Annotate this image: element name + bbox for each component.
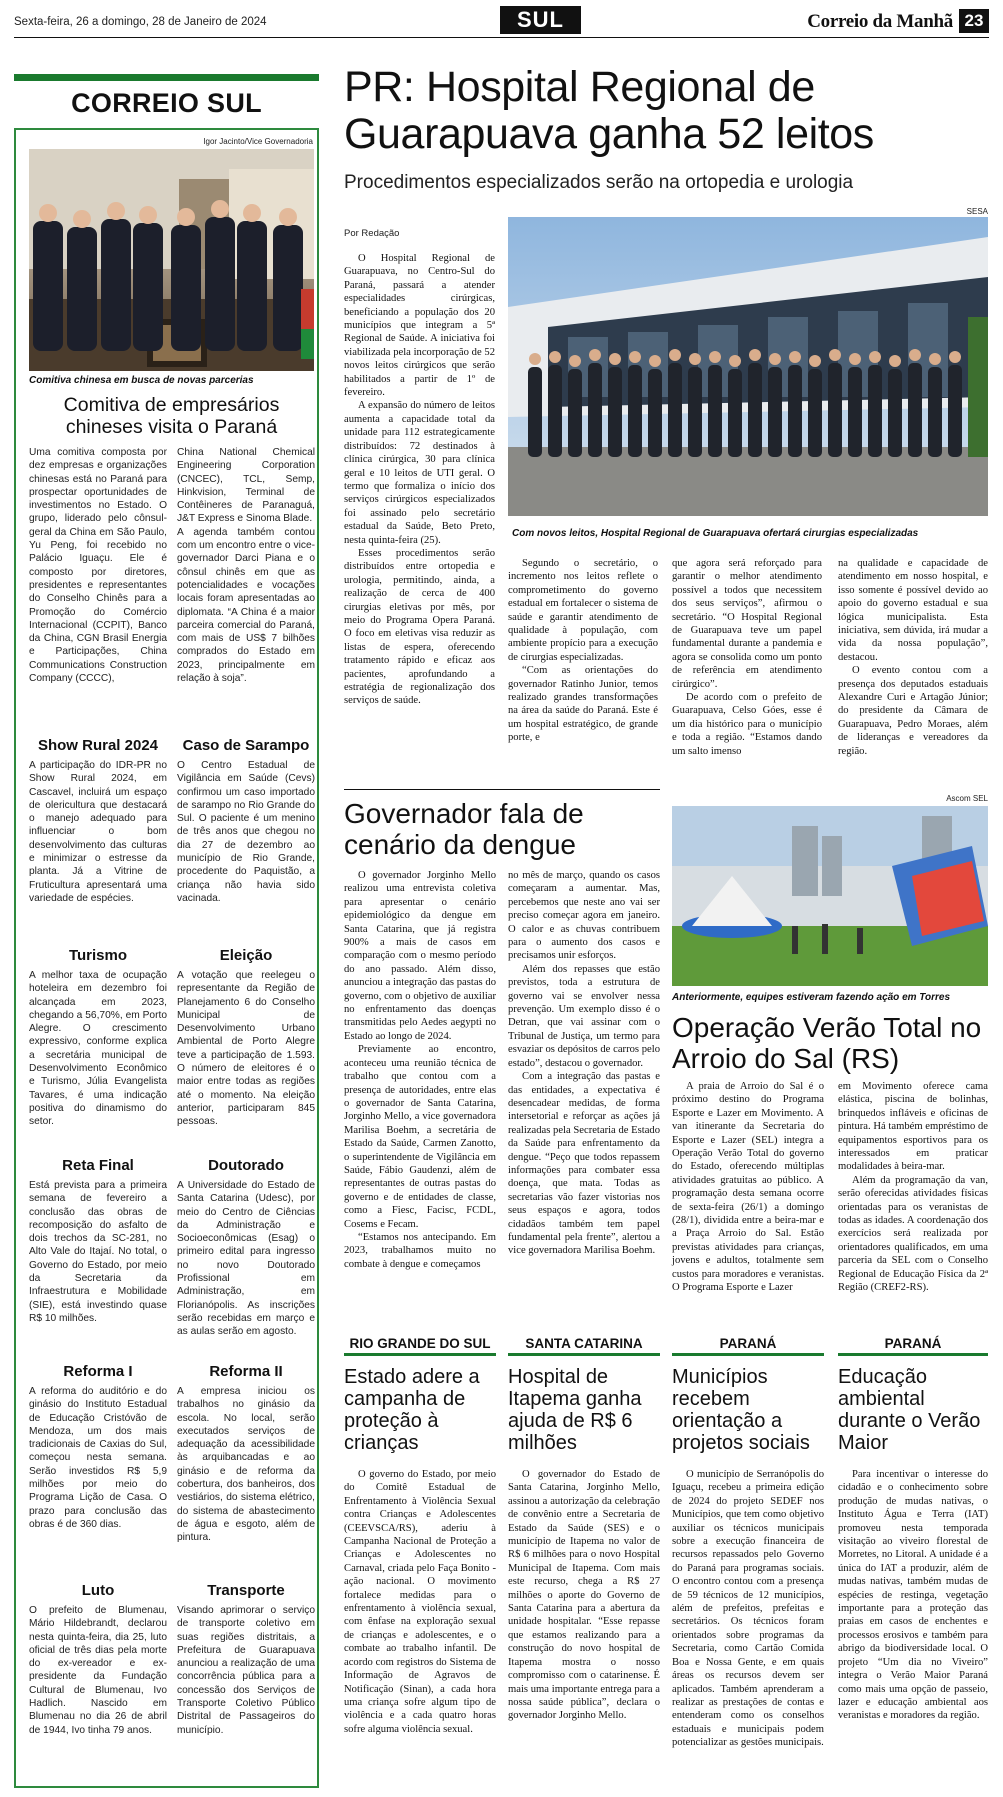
verao-headline: Operação Verão Total no Arroio do Sal (RS) xyxy=(672,1012,982,1074)
paragraph: Com a integração das pastas e das entidades, a expectativa é desencadear medidas, de forma intersetorial e reforçar as ações já realizadas pela Secretaria de Estado da Saúde para enfrentamento da dengue. “Peço que todos repassem informações para combater essa doença, que mata. Todas as secretarias vão fazer vistorias nos seus espaços e agora, todos cidadãos também tem papel fundamental pela frente”, alertou a vice governadora Marilisa Boehm. xyxy=(508,1071,660,1257)
brief-text: O prefeito de Blumenau, Mário Hildebrandt, declarou nesta quinta-feira, dia 25, luto oficial de três dias pela morte do ex-vereador e ex-presidente da Fundação Cultural de Blumenau, Ivo Hadlich. Nascido em Blumenau no dia 26 de abril de 1944, Ivo tinha 79 anos. xyxy=(29,1605,167,1736)
main-headline: PR: Hospital Regional de Guarapuava ganha 52 leitos xyxy=(344,63,874,158)
brief-title: Reforma II xyxy=(209,1363,283,1380)
paragraph: na qualidade e capacidade de atendimento em nosso hospital, e isso somente é possível devido ao apoio do governo estadual e sua lógica municipalista. Esta iniciativa, sem dúvida, irá mudar a vida da nossa população”, destacou. xyxy=(838,558,988,663)
region-label: SANTA CATARINA xyxy=(508,1336,660,1356)
sidebar-title: CORREIO SUL xyxy=(71,88,262,118)
hospital-photo-art xyxy=(508,217,988,516)
dengue-col2 xyxy=(508,869,660,1258)
brief-title: Caso de Sarampo xyxy=(182,737,310,754)
section-tab xyxy=(500,6,581,34)
paragraph: “Com as orientações do governador Ratinho Junior, temos realizado grandes transformações na área da saúde do Paraná. Este é um hospital estratégico, de grande porte, e xyxy=(508,665,658,744)
brief-title: Luto xyxy=(81,1582,115,1599)
section-title: SUL xyxy=(517,7,564,32)
paragraph: O governador Jorginho Mello realizou uma entrevista coletiva para apresentar o cenário epidemiológico da dengue em Santa Catarina, que já registra 900% a mais de casos em comparação com o mesmo período do ano passado. Além disso, anunciou a integração das pastas do governo, com o objetivo de auxiliar no enfrentamento das doenças transmitidas pelo Aedes aegypti no Estado ao longo de 2024. xyxy=(344,870,496,1042)
page-number: 23 xyxy=(964,11,984,30)
brief-headline: Hospital de Itapema ganha ajuda de R$ 6 milhões xyxy=(508,1366,642,1454)
sidebar-header xyxy=(14,74,319,128)
main-subhead: Procedimentos especializados serão na ortopedia e urologia xyxy=(344,172,854,193)
brief-headline: Municípios recebem orientação a projetos sociais xyxy=(672,1366,810,1454)
chinese-delegation-photo xyxy=(29,149,314,371)
paragraph: O município de Serranópolis do Iguaçu, recebeu a primeira edição de 2024 do projeto SEDEF nos Municípios, que tem como objetivo auxiliar os técnicos municipais sobre a execução financeira de recursos repassados pelo Governo do Paraná para programas sociais. O encontro contou com a presença de 59 técnicos de 12 municípios, além de prefeitos, prefeitas e secretários. Os técnicos foram orientados sobre programas da Secretaria, como Cartão Comida Boa e Nossa Gente, e em quais áreas os recursos devem ser aplicados. Também aprenderam a realizar as prestações de contas e entenderam como os conselhos estaduais e municipais podem potencializar as gestões municipais. xyxy=(672,1469,824,1749)
page-number-box xyxy=(959,9,989,33)
brief-body xyxy=(344,1468,496,1736)
delegation-photo-art xyxy=(29,149,314,371)
verao-photo-caption: Anteriormente, equipes estiveram fazendo ação em Torres xyxy=(672,992,951,1003)
paragraph: Previamente ao encontro, aconteceu uma reunião técnica de trabalho que contou com a presença de autoridades, entre elas o governador de Santa Catarina, Jorginho Mello, a vice governadora Marilisa Boehm, a secretária de Estado da Saúde, Carmen Zanotto, o superintendente de Vigilância em Saúde, Fábio Gaudenzi, além de representantes de outras pastas do governo e de entidades de classe, como a Fiesc, Facisc, FCDL, Cosems e Fecam. xyxy=(344,1044,496,1230)
brief-body xyxy=(508,1468,660,1723)
hospital-photo xyxy=(508,217,988,516)
brief-title: Eleição xyxy=(219,947,273,964)
sidebar-photo-credit: Igor Jacinto/Vice Governadoria xyxy=(203,137,313,146)
divider xyxy=(344,789,660,790)
header-date: Sexta-feira, 26 a domingo, 28 de Janeiro de 2024 xyxy=(14,16,267,28)
paragraph: O Hospital Regional de Guarapuava, no Centro-Sul do Paraná, passará a atender especialidades cirúrgicas, beneficiando a população dos 20 municípios que integram a 5ª Regional de Saúde. A iniciativa foi viabilizada pela incorporação de 52 novos leitos cirúrgicos que serão habilitados a partir de 1º de fevereiro. xyxy=(344,253,495,399)
brief-title: Transporte xyxy=(207,1582,285,1599)
paragraph: “Estamos nos antecipando. Em 2023, trabalhamos muito no combate à dengue e começamos xyxy=(344,1231,496,1270)
bottom-brief-pr1 xyxy=(672,1336,824,1750)
verao-photo-credit: Ascom SEL xyxy=(946,794,988,803)
brief-text: A empresa iniciou os trabalhos no ginásio da escola. No local, serão executados serviços de adequação da acessibilidade às arquibancadas e ao ginásio e de reforma da cobertura, dos banheiros, dos vestiários, do sistema elétrico, do sistema de abastecimento de água e esgoto, além de pintura. xyxy=(177,1386,315,1544)
bottom-brief-sc xyxy=(508,1336,660,1723)
brief-text: A votação que reelegeu o representante da Região de Planejamento 6 do Conselho Municipal de Desenvolvimento Urbano Ambiental de Porto Alegre teve a participação de 1.593. O número de eleitores é o maior entre todas as regiões até o momento. Na eleição anterior, participaram 845 pessoas. xyxy=(177,970,315,1128)
main-photo-credit: SESA xyxy=(966,207,988,216)
brief-text: O Centro Estadual de Vigilância em Saúde (Cevs) confirmou um caso importado de sarampo no Rio Grande do Sul. O paciente é um menino de três anos que chegou no dia 27 de dezembro ao município de Rio Grande, procedente do Paquistão, a criança não havia sido vacinada. xyxy=(177,760,315,904)
brief-text: A melhor taxa de ocupação hoteleira em dezembro foi alcançada em 2023, chegando a 56,70%, em Porto Alegre. O crescimento expressivo, conforme explica a secretária municipal de Desenvolvimento Econômico e Turismo, Júlia Evangelista Tavares, é uma indicação positiva do dinamismo do setor. xyxy=(29,970,167,1128)
paragraph: A expansão do número de leitos aumenta a capacidade total da unidade para 112 estrategicamente distribuídos: 72 destinados à clínica cirúrgica, 30 para clínica geral e 10 leitos de UTI geral. O termo que formaliza o início dos serviços cirúrgicos especializados foi assinado pelo secretário estadual da Saúde, Beto Preto, nesta quinta-feira (25). xyxy=(344,400,495,546)
brief-body xyxy=(672,1468,824,1750)
paragraph: O governador do Estado de Santa Catarina, Jorginho Mello, assinou a autorização da celebração de convênio entre a Secretaria de Estado da Saúde (SES) e o município de Itapema no valor de R$ 6 milhões para o novo Hospital Municipal de Itapema. Com mais este recurso, chega a R$ 27 milhões o aporte do Governo de Santa Catarina para a abertura da unidade hospitalar. “Esse repasse que estamos realizando para a construção do novo hospital de Itapema mostra o nosso compromisso com o catarinense. É mais uma importante entrega para a nossa saúde pública”, declara o governador Jorginho Mello. xyxy=(508,1469,660,1722)
paragraph: Além dos repasses que estão previstos, toda a estrutura de governo vai se envolver nessa prevenção. Um exemplo disso é o Detran, que vai assinar com o Tribunal de Justiça, um termo para esvaziar os depósitos de carros pelo estado”, destacou o governador. xyxy=(508,963,660,1069)
brief-body xyxy=(838,1468,988,1723)
brief-text: A participação do IDR-PR no Show Rural 2024, em Cascavel, incluirá um espaço de olericultura que destacará o manejo adequado para influenciar o bom desenvolvimento das culturas e minimizar o estresse da planta. Já a Vitrine de Fruticultura apresentará uma variedade de espécies. xyxy=(29,760,167,904)
brief-text: A reforma do auditório e do ginásio do Instituto Estadual de Educação Cristóvão de Mendoza, um dos mais tradicionais de Caxias do Sul, começou nesta semana. Serão investidos R$ 5,9 milhões por meio do Programa Lição de Casa. O prazo para conclusão das obras é de 360 dias. xyxy=(29,1386,167,1530)
paragraph: Segundo o secretário, o incremento nos leitos reflete o comprometimento do governo estadual em fortalecer o sistema de saúde e garantir atendimento de qualidade à população, com ambiente propício para a execução de cirurgias especializadas. xyxy=(508,558,658,663)
paragraph: Uma comitiva composta por dez empresas e organizações chinesas está no Paraná para prospectar oportunidades de investimentos no Estado. O grupo, liderado pelo cônsul-geral da China em São Paulo, Yu Peng, foi recebido no Palácio Iguaçu. Ele é composto por diretores, presidentes e representantes do Conselho Chinês para a Promoção do Comércio Internacional (CCPIT), Banco da China, CGN Brasil Energia e Participações, China Communications Construction Company (CCCC), xyxy=(29,447,167,685)
brief-title: Turismo xyxy=(68,947,128,964)
region-label: PARANÁ xyxy=(672,1336,824,1356)
main-col2 xyxy=(508,557,658,745)
brief-title: Show Rural 2024 xyxy=(37,737,159,754)
main-col3 xyxy=(672,557,822,758)
paragraph: O evento contou com a presença dos deputados estaduais Alexandre Curi e Artagão Júnior; do presidente da Câmara de Guarapuava, Pedro Moraes, além de lideranças e vereadores da região. xyxy=(838,665,988,757)
brief-text: Visando aprimorar o serviço de transporte coletivo em suas regiões distritais, a Prefeitura de Guarapuava anunciou a realização de uma concorrência pública para a concessão dos Serviços de Transporte Coletivo Público Distrital de Passageiros do município. xyxy=(177,1605,315,1736)
sidebar-lead-col1 xyxy=(29,446,167,685)
dengue-col1 xyxy=(344,869,496,1271)
paragraph: Além da programação da van, serão oferecidas atividades físicas orientadas para os veranistas de todas as idades. A coordenação dos exercícios será realizada por orientadores qualificados, em uma parceria da SEL com o Conselho Regional de Educação Física da 2ª Região (CREF2-RS). xyxy=(838,1174,988,1294)
newspaper-name: Correio da Manhã xyxy=(807,11,953,32)
brief-title: Doutorado xyxy=(208,1157,284,1174)
verao-col2 xyxy=(838,1080,988,1295)
paragraph: A agenda também contou com um encontro entre o vice-governador Darci Piana e o cônsul chinês em que as potencialidades e vocações locais foram apresentadas ao diplomata. “A China é a maior parceira comercial do Paraná, com mais de US$ 7 bilhões comprados do Estado em 2023, principalmente em relação à soja”. xyxy=(177,526,315,685)
brief-title: Reta Final xyxy=(62,1157,134,1174)
paragraph: A praia de Arroio do Sal é o próximo destino do Programa Esporte e Lazer em Movimento. A van itinerante da Secretaria do Esporte e Lazer (SEL) integra a Operação Verão Total do governo do Estado, oferecendo múltiplas atividades gratuitas ao público. A programação desta semana ocorre de sexta-feira (26/1) a domingo (28/1), dividida entre a beira-mar e a Praça Arroio do Sal. Estão previstas atividades para crianças, jovens e adultos, totalmente sem custos para moradores e veranistas. O Programa Esporte e Lazer xyxy=(672,1081,824,1294)
paragraph: Para incentivar o interesse do cidadão e o conhecimento sobre produção de mudas nativas, o Instituto Água e Terra (IAT) promoveu nesta temporada visitação ao viveiro florestal de Morretes, no Litoral. A unidade é a única do IAT a produzir, além de mudas nativas, também mudas de espécies de restinga, vegetação importante para a proteção das praias em casos de enchentes e processos erosivos e também para abrigo da biodiversidade local. O projeto “Um dia no Viveiro” integra o Verão Maior Paraná como mais uma opção de passeio, lazer e educação ambiental aos veranistas e moradores da região. xyxy=(838,1469,988,1722)
main-col4 xyxy=(838,557,988,758)
paragraph: Esses procedimentos serão distribuídos entre ortopedia e urologia, permitindo, ainda, a realização de cerca de 400 cirurgias eletivas por mês, por meio do Programa Opera Paraná. O foco em eletivas visa reduzir as listas de espera, oferecendo tratamento rápido e eficaz aos pacientes, aprofundando a estratégia de regionalização dos serviços de saúde. xyxy=(344,547,495,707)
bottom-brief-pr2 xyxy=(838,1336,988,1723)
sidebar-headline: Comitiva de empresários chineses visita o Paraná xyxy=(63,394,280,438)
main-photo-caption: Com novos leitos, Hospital Regional de Guarapuava ofertará cirurgias especializadas xyxy=(512,528,919,539)
main-byline: Por Redação xyxy=(344,228,400,239)
main-col1 xyxy=(344,252,495,708)
dengue-headline: Governador fala de cenário da dengue xyxy=(344,798,584,860)
brief-headline: Educação ambiental durante o Verão Maior xyxy=(838,1366,981,1454)
brief-text: A Universidade do Estado de Santa Catarina (Udesc), por meio do Centro de Ciências da Administração e Socioeconômicas (Esag) o primeiro edital para ingresso no novo Doutorado Profissional em Administração, em Florianópolis. As inscrições serão recebidas em março e as aulas serão em agosto. xyxy=(177,1180,315,1338)
paragraph: em Movimento oferece cama elástica, piscina de bolinhas, brinquedos infláveis e oficinas de pintura. Há também empréstimo de equipamentos esportivos para os interessados em praticar modalidades à beira-mar. xyxy=(838,1081,988,1173)
region-label: RIO GRANDE DO SUL xyxy=(344,1336,496,1356)
brief-headline: Estado adere a campanha de proteção à crianças xyxy=(344,1366,480,1454)
sidebar-photo-caption: Comitiva chinesa em busca de novas parcerias xyxy=(29,375,254,386)
paragraph: no mês de março, quando os casos começaram a aumentar. Mas, percebemos que neste ano vai ser preciso começar agora em janeiro. O calor e as chuvas contribuem para o aumento dos casos e precisamos unir esforços. xyxy=(508,870,660,962)
paragraph: que agora será reforçado para garantir o melhor atendimento possível a todos que necessitem dos seus serviços”, afirmou o secretário. “O Hospital Regional de Guarapuava teve um papel fundamental durante a pandemia e agora se consolida como um ponto de referência em atendimento cirúrgico”. xyxy=(672,558,822,690)
paragraph: China National Chemical Engineering Corporation (CNCEC), TCL, Semp, Hinkvision, Terminal de Contêineres de Paranaguá, J&T Express e Sinoma Blade. xyxy=(177,447,315,525)
brief-text: Está prevista para a primeira semana de fevereiro a conclusão das obras de recomposição do asfalto de dois trechos da SC-281, no Alto Vale do Itajaí. No total, o Governo do Estado, por meio da Secretaria da Infraestrutura e Mobilidade (SIE), está investindo quase R$ 10 milhões. xyxy=(29,1180,167,1324)
brief-title: Reforma I xyxy=(63,1363,133,1380)
verao-photo-art xyxy=(672,806,988,986)
paragraph: De acordo com o prefeito de Guarapuava, Celso Góes, esse é um dia histórico para o município e toda a região. “Estamos dando um salto imenso xyxy=(672,692,822,757)
verao-col1 xyxy=(672,1080,824,1295)
page-header xyxy=(14,6,989,38)
bottom-brief-rs xyxy=(344,1336,496,1736)
verao-photo xyxy=(672,806,988,986)
sidebar-lead-col2 xyxy=(177,446,315,685)
paragraph: O governo do Estado, por meio do Comitê Estadual de Enfrentamento à Violência Sexual contra Crianças e Adolescentes (CEEVSCA/RS), aderiu à Campanha Nacional de Proteção a Crianças e Adolescentes no Carnaval, criada pelo Faça Bonito - ação nacional. O movimento fortalece medidas para o enfrentamento à violência sexual, com ênfase na exploração sexual de crianças e adolescentes, e o combate ao trabalho infantil. De acordo com registros do Sistema de Informação de Agravos de Notificação (Sinan), a cada hora uma criança sofre algum tipo de violência e a cada quatro horas sofre alguma violência sexual. xyxy=(344,1469,496,1735)
region-label: PARANÁ xyxy=(838,1336,988,1356)
